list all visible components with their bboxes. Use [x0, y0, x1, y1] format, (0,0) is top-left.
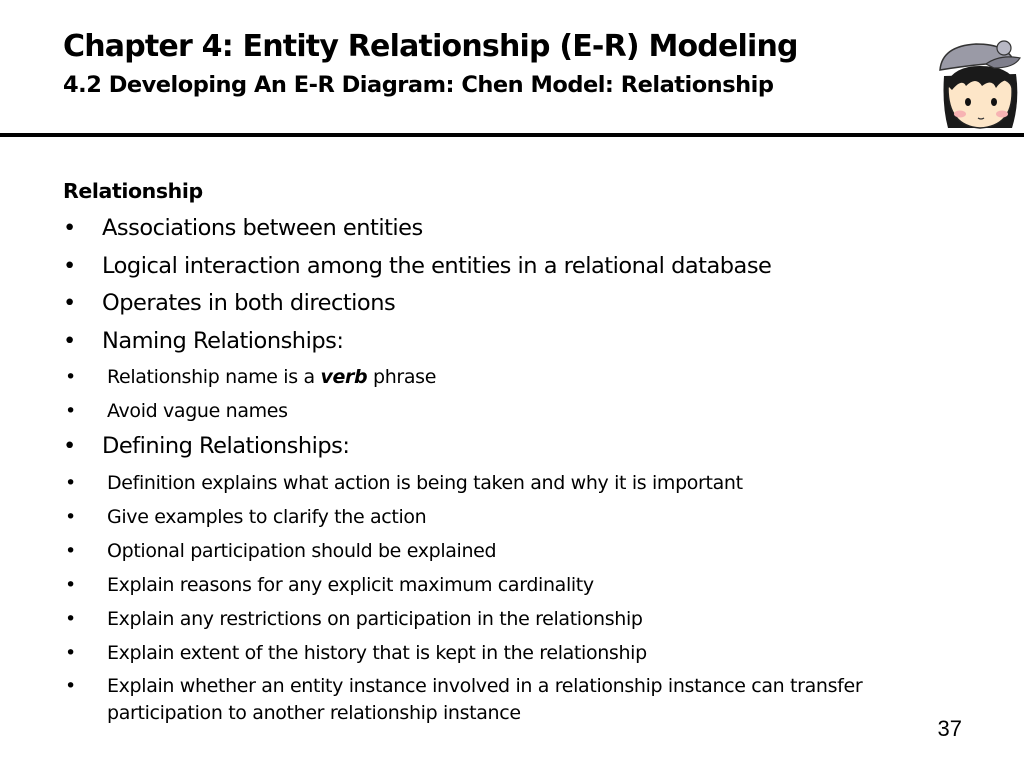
sub-bullet-list	[63, 466, 963, 727]
sub-list-item	[63, 360, 963, 394]
bullet-icon: •	[65, 641, 76, 664]
bullet-icon: •	[65, 573, 76, 596]
bullet-list	[63, 210, 963, 360]
list-item	[63, 210, 963, 248]
list-item-text: Associations between entities	[102, 215, 423, 241]
bullet-icon: •	[63, 327, 76, 354]
list-item	[63, 248, 963, 286]
slide-subtitle: 4.2 Developing An E-R Diagram: Chen Model: Relationship	[63, 72, 774, 98]
sub-list-item	[63, 466, 963, 500]
list-item-text: Logical interaction among the entities in a relational database	[102, 252, 772, 279]
header-divider	[0, 133, 1024, 137]
slide-title: Chapter 4: Entity Relationship (E-R) Modeling	[63, 29, 798, 64]
sub-list-item-text: Optional participation should be explained	[107, 539, 497, 562]
list-item-text: Naming Relationships:	[102, 327, 344, 354]
bullet-icon: •	[63, 252, 76, 279]
sub-list-item	[63, 636, 963, 670]
sub-list-item-text: Explain extent of the history that is kept in the relationship	[107, 641, 647, 664]
sub-list-item	[63, 602, 963, 636]
sub-list-item-text: Explain whether an entity instance involved in a relationship instance can transfer participation to another relationship instance	[107, 674, 863, 724]
bullet-icon: •	[65, 366, 76, 388]
bullet-icon: •	[65, 674, 76, 697]
bullet-icon: •	[65, 400, 76, 422]
slide-body	[63, 176, 963, 727]
bullet-icon: •	[63, 433, 76, 459]
sub-list-item-text: Relationship name is a verb phrase	[107, 366, 437, 388]
sub-list-item-text: Explain reasons for any explicit maximum cardinality	[107, 573, 594, 596]
section-heading: Relationship	[63, 179, 203, 203]
list-item-text: Defining Relationships:	[102, 433, 350, 459]
sub-list-item	[63, 394, 963, 428]
sub-list-item	[63, 670, 927, 727]
sub-bullet-list	[63, 360, 963, 428]
sub-list-item-text: Give examples to clarify the action	[107, 505, 427, 528]
list-item	[63, 323, 963, 361]
list-item-text: Operates in both directions	[102, 290, 396, 316]
sub-list-item-text: Definition explains what action is being taken and why it is important	[107, 471, 743, 494]
list-item	[63, 428, 963, 466]
emphasis-text: verb	[320, 366, 368, 388]
sub-list-item	[63, 568, 963, 602]
bullet-icon: •	[65, 607, 76, 630]
bullet-icon: •	[65, 505, 76, 528]
bullet-icon: •	[63, 215, 76, 241]
list-item	[63, 285, 963, 323]
sub-list-item-text: Explain any restrictions on participation in the relationship	[107, 607, 643, 630]
bullet-icon: •	[63, 290, 76, 316]
bullet-icon: •	[65, 539, 76, 562]
sub-list-item	[63, 500, 963, 534]
slide-header	[63, 28, 923, 100]
sub-list-item-text: Avoid vague names	[107, 400, 288, 422]
sub-list-item	[63, 534, 963, 568]
page-number: 37	[937, 716, 962, 741]
cartoon-girl-with-cap-icon	[934, 36, 1024, 132]
bullet-icon: •	[65, 471, 76, 494]
bullet-list	[63, 428, 963, 466]
